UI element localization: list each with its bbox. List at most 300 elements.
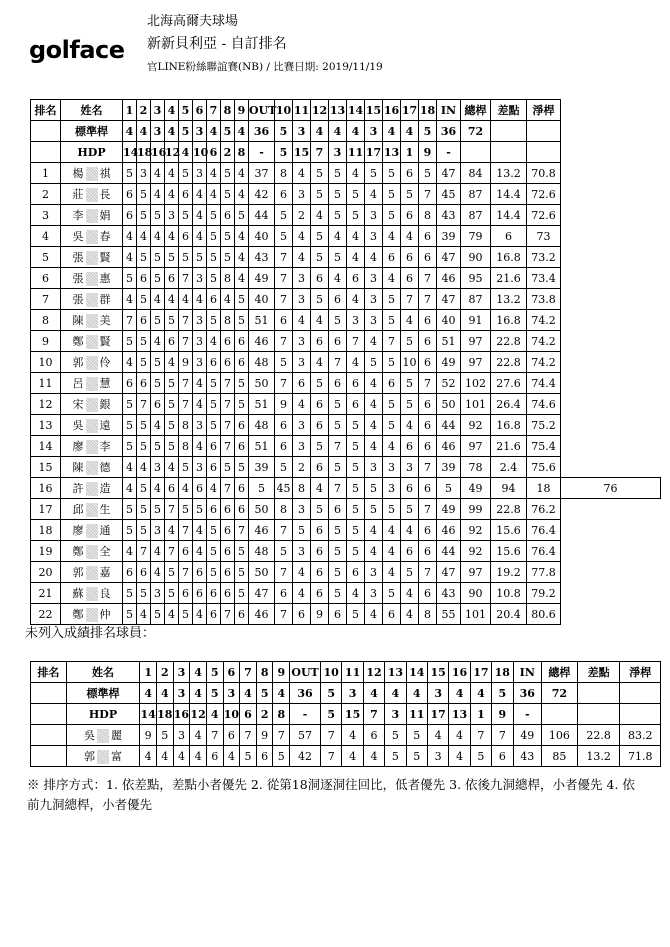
- redaction-mark: [86, 566, 98, 580]
- player-given-name: 富: [111, 749, 122, 763]
- par-value: [577, 683, 620, 704]
- rank-cell: 1: [31, 163, 61, 184]
- score-cell: 3: [365, 205, 383, 226]
- score-cell: 27.6: [491, 373, 527, 394]
- par-value: 5: [275, 121, 293, 142]
- score-cell: 6: [275, 415, 293, 436]
- score-cell: 42: [249, 184, 275, 205]
- score-cell: 6: [419, 310, 437, 331]
- score-cell: 47: [437, 562, 461, 583]
- score-cell: 6: [207, 352, 221, 373]
- player-surname: 張: [72, 250, 84, 264]
- score-cell: 5: [347, 436, 365, 457]
- par-value: [461, 142, 491, 163]
- player-given-name: 嘉: [99, 565, 111, 579]
- score-cell: 5: [311, 289, 329, 310]
- score-cell: 4: [383, 562, 401, 583]
- score-cell: 5: [240, 746, 257, 767]
- score-cell: 26.4: [491, 394, 527, 415]
- score-cell: 4: [137, 457, 151, 478]
- score-cell: 6: [401, 436, 419, 457]
- score-cell: 43: [249, 247, 275, 268]
- score-cell: 74.2: [527, 310, 561, 331]
- score-cell: 97: [461, 331, 491, 352]
- score-cell: 7: [419, 457, 437, 478]
- score-cell: 7: [273, 725, 290, 746]
- score-cell: 7: [275, 373, 293, 394]
- score-cell: 3: [383, 457, 401, 478]
- score-cell: 6: [363, 725, 384, 746]
- par-value: 15: [293, 142, 311, 163]
- score-cell: 6: [383, 247, 401, 268]
- par-value: 13: [383, 142, 401, 163]
- column-header: 8: [221, 100, 235, 121]
- score-cell: 74.2: [527, 331, 561, 352]
- score-cell: 6: [221, 562, 235, 583]
- score-cell: 5: [347, 499, 365, 520]
- score-cell: 6: [207, 499, 221, 520]
- score-cell: 5: [365, 163, 383, 184]
- column-header: 17: [401, 100, 419, 121]
- score-cell: 6: [207, 289, 221, 310]
- redaction-mark: [86, 272, 98, 286]
- score-cell: 78: [461, 457, 491, 478]
- par-value: 8: [235, 142, 249, 163]
- score-cell: 6: [311, 583, 329, 604]
- par-value: 4: [123, 121, 137, 142]
- score-cell: 4: [401, 226, 419, 247]
- rank-cell: 4: [31, 226, 61, 247]
- redaction-mark: [86, 524, 98, 538]
- score-cell: 6: [347, 562, 365, 583]
- score-cell: 4: [401, 520, 419, 541]
- score-cell: 7: [235, 520, 249, 541]
- score-cell: 5: [235, 541, 249, 562]
- score-cell: 44: [437, 541, 461, 562]
- player-surname: 陳: [72, 313, 84, 327]
- score-cell: 4: [383, 541, 401, 562]
- score-cell: 97: [461, 436, 491, 457]
- score-cell: 6: [329, 499, 347, 520]
- table-row: [31, 205, 661, 226]
- score-cell: 49: [461, 478, 491, 499]
- score-cell: 5: [179, 163, 193, 184]
- score-cell: 5: [401, 394, 419, 415]
- player-name: [61, 520, 123, 541]
- player-name: [61, 436, 123, 457]
- table-row: [31, 478, 661, 499]
- redaction-mark: [86, 356, 98, 370]
- score-cell: 3: [427, 746, 448, 767]
- score-cell: 5: [207, 520, 221, 541]
- score-cell: 8: [293, 478, 311, 499]
- score-cell: 3: [383, 478, 401, 499]
- player-surname: 郭: [84, 749, 95, 763]
- player-given-name: 慧: [99, 376, 111, 390]
- score-cell: 6: [235, 331, 249, 352]
- score-cell: 6: [329, 331, 347, 352]
- score-cell: 6: [235, 499, 249, 520]
- score-cell: 5: [365, 478, 383, 499]
- score-cell: 45: [275, 478, 293, 499]
- score-cell: 6: [347, 373, 365, 394]
- score-cell: 5: [151, 247, 165, 268]
- score-cell: 4: [193, 520, 207, 541]
- player-surname: 鄭: [72, 334, 84, 348]
- score-cell: 5: [311, 163, 329, 184]
- par-value: 4: [165, 121, 179, 142]
- score-cell: 73.4: [527, 268, 561, 289]
- score-cell: 46: [437, 268, 461, 289]
- player-name: [61, 583, 123, 604]
- score-cell: 7: [221, 415, 235, 436]
- redaction-mark: [86, 167, 98, 181]
- score-cell: 6: [311, 394, 329, 415]
- player-name: [61, 184, 123, 205]
- score-cell: 5: [137, 352, 151, 373]
- score-cell: 80.6: [527, 604, 561, 625]
- score-cell: 6: [401, 478, 419, 499]
- player-given-name: 仲: [99, 607, 111, 621]
- score-cell: 5: [137, 415, 151, 436]
- score-cell: 4: [235, 163, 249, 184]
- score-cell: 4: [190, 746, 207, 767]
- score-cell: 6: [311, 415, 329, 436]
- score-cell: 3: [173, 725, 190, 746]
- score-cell: 4: [193, 226, 207, 247]
- score-cell: 3: [365, 310, 383, 331]
- player-surname: 廖: [72, 439, 84, 453]
- score-cell: 102: [461, 373, 491, 394]
- score-cell: 7: [321, 725, 342, 746]
- score-cell: 6: [311, 520, 329, 541]
- player-surname: 邱: [72, 502, 84, 516]
- par-value: 9: [419, 142, 437, 163]
- score-cell: 4: [383, 268, 401, 289]
- column-header: 姓名: [66, 662, 140, 683]
- score-cell: 4: [365, 436, 383, 457]
- score-cell: 4: [123, 226, 137, 247]
- score-cell: 5: [275, 205, 293, 226]
- table-row: [31, 247, 661, 268]
- score-cell: 4: [329, 268, 347, 289]
- score-cell: 5: [311, 184, 329, 205]
- par-value: 4: [140, 683, 157, 704]
- score-cell: 5: [383, 583, 401, 604]
- score-cell: 3: [151, 583, 165, 604]
- score-cell: 3: [401, 457, 419, 478]
- column-header: 9: [273, 662, 290, 683]
- column-header: 16: [383, 100, 401, 121]
- par-value: 5: [321, 683, 342, 704]
- par-value: 10: [223, 704, 240, 725]
- score-cell: 79.2: [527, 583, 561, 604]
- row-label: HDP: [61, 142, 123, 163]
- score-cell: 7: [221, 394, 235, 415]
- score-cell: 3: [193, 331, 207, 352]
- score-cell: 6: [123, 373, 137, 394]
- score-cell: 14.4: [491, 205, 527, 226]
- score-cell: 3: [137, 163, 151, 184]
- par-value: 1: [470, 704, 491, 725]
- par-value: 17: [365, 142, 383, 163]
- score-cell: 6: [401, 163, 419, 184]
- score-cell: 6: [419, 520, 437, 541]
- score-cell: 3: [365, 226, 383, 247]
- score-cell: 5: [311, 499, 329, 520]
- score-cell: 3: [193, 163, 207, 184]
- score-cell: 4: [365, 247, 383, 268]
- score-cell: 6: [123, 562, 137, 583]
- score-cell: 5: [207, 247, 221, 268]
- score-cell: 5: [123, 499, 137, 520]
- score-cell: 5: [151, 499, 165, 520]
- score-cell: 8: [221, 310, 235, 331]
- redaction-mark: [86, 461, 98, 475]
- score-cell: 48: [249, 541, 275, 562]
- column-header: 13: [329, 100, 347, 121]
- rank-cell: 9: [31, 331, 61, 352]
- score-cell: 5: [406, 746, 427, 767]
- score-cell: 74.4: [527, 373, 561, 394]
- score-cell: 4: [347, 163, 365, 184]
- score-cell: 5: [347, 541, 365, 562]
- par-value: 12: [190, 704, 207, 725]
- score-cell: 97: [461, 352, 491, 373]
- score-cell: 4: [193, 184, 207, 205]
- score-cell: 21.6: [491, 268, 527, 289]
- score-cell: 4: [293, 310, 311, 331]
- score-cell: 4: [151, 331, 165, 352]
- score-cell: 8: [179, 436, 193, 457]
- par-value: 4: [156, 683, 173, 704]
- score-cell: 47: [437, 163, 461, 184]
- score-cell: 7: [419, 499, 437, 520]
- score-cell: 75.2: [527, 415, 561, 436]
- score-cell: 4: [137, 226, 151, 247]
- par-value: 11: [406, 704, 427, 725]
- score-cell: 4: [179, 289, 193, 310]
- column-header: 5: [206, 662, 223, 683]
- column-header: 15: [365, 100, 383, 121]
- score-cell: 5: [156, 725, 173, 746]
- par-value: 14: [123, 142, 137, 163]
- score-cell: 5: [275, 226, 293, 247]
- score-cell: 5: [221, 457, 235, 478]
- player-given-name: 李: [99, 439, 111, 453]
- score-cell: 5: [401, 373, 419, 394]
- score-cell: 71.8: [620, 746, 661, 767]
- par-value: 36: [437, 121, 461, 142]
- score-cell: 9: [311, 604, 329, 625]
- score-cell: 4: [342, 746, 363, 767]
- score-cell: 5: [207, 268, 221, 289]
- score-cell: 76.4: [527, 520, 561, 541]
- par-value: [527, 121, 561, 142]
- score-cell: 4: [207, 163, 221, 184]
- score-cell: 8: [419, 604, 437, 625]
- score-cell: 5: [437, 478, 461, 499]
- score-cell: 6: [419, 583, 437, 604]
- score-cell: 6: [193, 583, 207, 604]
- score-cell: 5: [235, 205, 249, 226]
- score-cell: 43: [513, 746, 542, 767]
- par-value: 4: [207, 121, 221, 142]
- redaction-mark: [86, 419, 98, 433]
- score-cell: 97: [461, 562, 491, 583]
- score-cell: 4: [383, 226, 401, 247]
- score-cell: 6: [419, 331, 437, 352]
- score-cell: 49: [513, 725, 542, 746]
- player-given-name: 銀: [99, 397, 111, 411]
- player-surname: 張: [72, 292, 84, 306]
- score-cell: 7: [329, 352, 347, 373]
- rank-cell: 5: [31, 247, 61, 268]
- score-cell: 6: [221, 541, 235, 562]
- score-cell: 5: [165, 436, 179, 457]
- score-cell: 5: [347, 415, 365, 436]
- player-given-name: 德: [99, 460, 111, 474]
- score-cell: 5: [137, 436, 151, 457]
- score-cell: 74.2: [527, 352, 561, 373]
- score-cell: 7: [137, 541, 151, 562]
- score-cell: 13.2: [491, 289, 527, 310]
- score-cell: 7: [165, 499, 179, 520]
- rank-cell: 2: [31, 184, 61, 205]
- par-value: 14: [140, 704, 157, 725]
- score-cell: 4: [193, 436, 207, 457]
- par-value: 6: [240, 704, 257, 725]
- table-header-row: [31, 100, 661, 121]
- player-name: [61, 541, 123, 562]
- score-cell: 4: [401, 415, 419, 436]
- score-cell: 5: [137, 184, 151, 205]
- score-cell: 95: [461, 268, 491, 289]
- column-header: OUT: [290, 662, 321, 683]
- score-cell: 39: [437, 457, 461, 478]
- score-cell: 2.4: [491, 457, 527, 478]
- score-cell: 90: [461, 583, 491, 604]
- score-cell: 6: [179, 184, 193, 205]
- table-row: [31, 373, 661, 394]
- score-cell: 6: [206, 746, 223, 767]
- score-cell: 44: [437, 415, 461, 436]
- hdp-row: [31, 704, 661, 725]
- column-header: 8: [256, 662, 273, 683]
- score-cell: 6: [123, 205, 137, 226]
- score-cell: 7: [419, 268, 437, 289]
- par-value: 12: [165, 142, 179, 163]
- score-cell: 4: [347, 247, 365, 268]
- par-value: 4: [235, 121, 249, 142]
- column-header: 4: [190, 662, 207, 683]
- score-cell: 6: [221, 331, 235, 352]
- score-cell: 20.4: [491, 604, 527, 625]
- table-row: [31, 541, 661, 562]
- row-label: 標準桿: [66, 683, 140, 704]
- column-header: IN: [513, 662, 542, 683]
- score-cell: 4: [165, 352, 179, 373]
- score-cell: 7: [179, 331, 193, 352]
- column-header: 6: [223, 662, 240, 683]
- player-surname: 郭: [72, 565, 84, 579]
- score-cell: 3: [193, 352, 207, 373]
- score-cell: 4: [311, 478, 329, 499]
- rank-cell: 20: [31, 562, 61, 583]
- score-cell: 3: [293, 352, 311, 373]
- score-cell: 5: [165, 310, 179, 331]
- score-cell: 4: [235, 226, 249, 247]
- column-header: 1: [140, 662, 157, 683]
- score-cell: 4: [123, 478, 137, 499]
- score-cell: 5: [347, 457, 365, 478]
- rank-cell: 12: [31, 394, 61, 415]
- score-cell: 5: [123, 604, 137, 625]
- score-cell: 5: [235, 457, 249, 478]
- score-cell: 8: [275, 163, 293, 184]
- score-cell: 49: [249, 268, 275, 289]
- score-cell: 5: [406, 725, 427, 746]
- player-name: [61, 373, 123, 394]
- score-cell: 4: [173, 746, 190, 767]
- score-cell: 9: [179, 352, 193, 373]
- par-value: 5: [256, 683, 273, 704]
- score-cell: 19.2: [491, 562, 527, 583]
- score-cell: 5: [123, 268, 137, 289]
- column-header: IN: [437, 100, 461, 121]
- score-cell: 6: [293, 604, 311, 625]
- player-given-name: 賢: [99, 250, 111, 264]
- score-cell: 5: [221, 184, 235, 205]
- player-name: [61, 562, 123, 583]
- table-row: [31, 394, 661, 415]
- score-cell: 5: [275, 352, 293, 373]
- column-header: 4: [165, 100, 179, 121]
- player-given-name: 春: [99, 229, 111, 243]
- score-cell: 72.6: [527, 205, 561, 226]
- score-cell: 7: [347, 331, 365, 352]
- player-given-name: 群: [99, 292, 111, 306]
- column-header: 11: [342, 662, 363, 683]
- score-cell: 7: [240, 725, 257, 746]
- column-header: 12: [363, 662, 384, 683]
- score-cell: 7: [137, 394, 151, 415]
- score-cell: 106: [542, 725, 578, 746]
- score-cell: 4: [151, 478, 165, 499]
- score-cell: 6: [275, 436, 293, 457]
- score-cell: 7: [165, 541, 179, 562]
- player-surname: 吳: [84, 728, 95, 742]
- table-row: [31, 163, 661, 184]
- score-cell: 5: [221, 226, 235, 247]
- score-cell: 6: [137, 562, 151, 583]
- score-cell: 7: [221, 478, 235, 499]
- par-value: 3: [151, 121, 165, 142]
- score-cell: 6: [419, 415, 437, 436]
- column-header: 16: [449, 662, 470, 683]
- score-cell: 4: [151, 163, 165, 184]
- par-value: 6: [207, 142, 221, 163]
- par-value: 11: [347, 142, 365, 163]
- score-cell: 4: [151, 562, 165, 583]
- redaction-mark: [97, 750, 109, 764]
- score-cell: 13.2: [491, 163, 527, 184]
- par-value: 4: [470, 683, 491, 704]
- score-cell: 5: [235, 583, 249, 604]
- score-cell: 52: [437, 373, 461, 394]
- score-cell: 4: [365, 394, 383, 415]
- score-cell: 4: [401, 604, 419, 625]
